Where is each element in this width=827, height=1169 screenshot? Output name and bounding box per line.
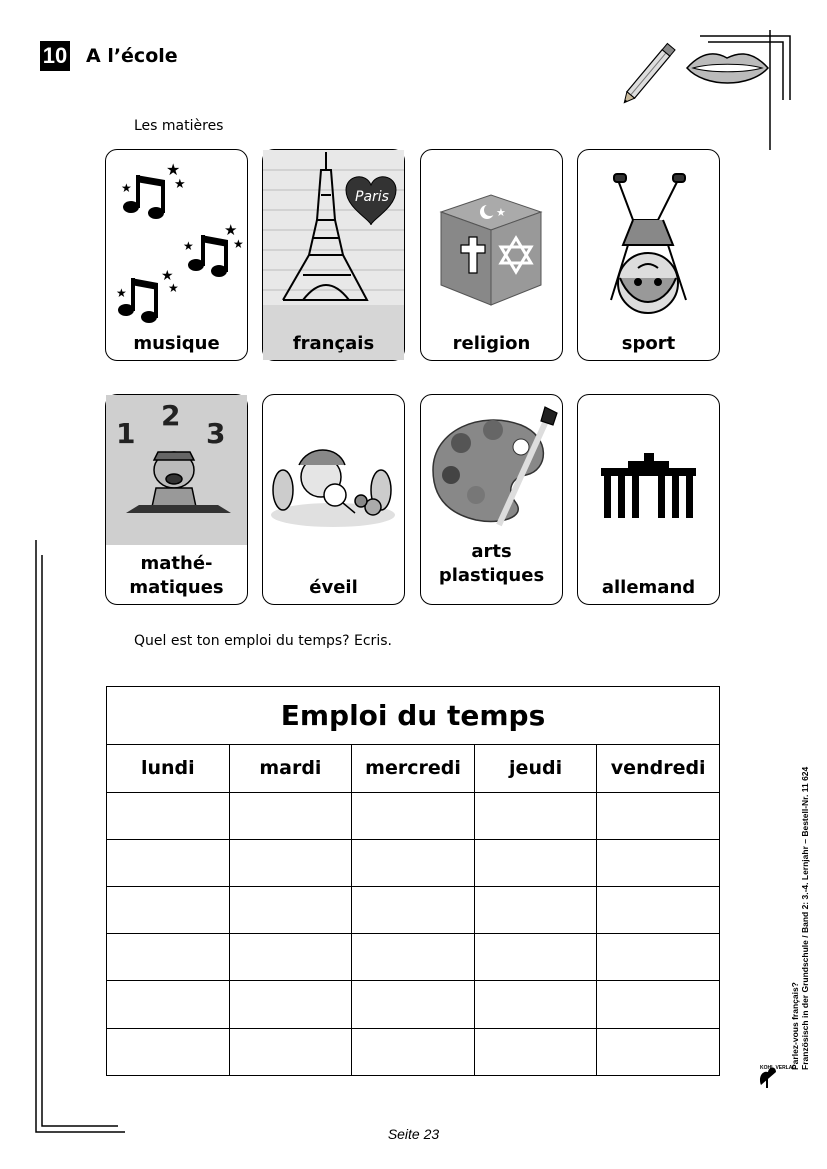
blank-cell[interactable] [352,792,475,839]
svg-text:★: ★ [174,177,186,192]
svg-text:★: ★ [168,281,179,295]
blank-cell[interactable] [352,839,475,886]
table-row [107,934,720,981]
blank-cell[interactable] [107,887,230,934]
timetable [106,686,720,1076]
side-publication-info [790,767,810,1070]
blank-cell[interactable] [474,1028,597,1075]
blank-cell[interactable] [597,792,720,839]
math-digit: 1 [116,417,136,450]
blank-cell[interactable] [597,981,720,1028]
day-header: jeudi [474,745,597,792]
card-sport [577,149,720,361]
blank-cell[interactable] [229,839,352,886]
table-row [107,1028,720,1075]
handstand-child-icon [578,150,719,360]
section-label: Les matières [134,118,224,134]
blank-cell[interactable] [229,934,352,981]
card-label-line: matiques [129,577,224,598]
chapter-number: 10 [40,41,70,71]
math-digit: 2 [161,399,181,432]
side-line-1: Parlez-vous français? [790,982,800,1070]
card-allemand [577,394,720,605]
svg-text:★: ★ [183,239,194,253]
pencil-icon [610,40,690,105]
heart-text: Paris [355,189,389,205]
day-header: lundi [107,745,230,792]
blank-cell[interactable] [597,1028,720,1075]
svg-text:★: ★ [224,221,238,239]
page-number: Seite 23 [387,1126,440,1142]
blank-cell[interactable] [229,792,352,839]
blank-cell[interactable] [352,887,475,934]
day-header: vendredi [597,745,720,792]
blank-cell[interactable] [107,1028,230,1075]
blank-cell[interactable] [229,1028,352,1075]
math-digit: 3 [206,417,226,450]
blank-cell[interactable] [474,981,597,1028]
blank-cell[interactable] [352,981,475,1028]
card-label: religion [452,333,531,354]
card-mathematiques [105,394,248,605]
brandenburg-gate-icon [578,395,719,604]
table-row [107,839,720,886]
blank-cell[interactable] [474,887,597,934]
blank-cell[interactable] [474,934,597,981]
timetable-title: Emploi du temps [107,687,720,745]
blank-cell[interactable] [597,934,720,981]
publisher-logo [756,1060,797,1090]
blank-cell[interactable] [352,934,475,981]
card-label: éveil [309,577,358,598]
day-header: mardi [229,745,352,792]
religion-cube-icon [421,150,562,360]
card-eveil [262,394,405,605]
card-label [106,552,247,600]
blank-cell[interactable] [107,934,230,981]
table-row [107,981,720,1028]
table-row [107,887,720,934]
child-with-magnifier-icon [263,395,404,604]
blank-cell[interactable] [229,981,352,1028]
svg-text:★: ★ [496,206,506,219]
card-label-line: mathé- [140,553,213,574]
card-francais [262,149,405,361]
side-line-2: Französisch in der Grundschule / Band 2: 3.-4. Lernjahr – Bestell-Nr. 11 624 [800,766,810,1070]
publisher-name: KOHL VERLAG [760,1065,797,1071]
card-label: français [292,333,375,354]
music-notes-icon [106,150,247,360]
card-label: allemand [601,577,696,598]
blank-cell[interactable] [229,887,352,934]
blank-cell[interactable] [474,839,597,886]
lips-icon [685,48,770,90]
svg-text:★: ★ [161,268,174,284]
blank-cell[interactable] [107,839,230,886]
table-row [107,792,720,839]
day-header: mercredi [352,745,475,792]
card-religion [420,149,563,361]
card-label-line: arts [471,541,512,562]
card-label: musique [133,333,220,354]
blank-cell[interactable] [107,792,230,839]
blank-cell[interactable] [107,981,230,1028]
blank-cell[interactable] [597,839,720,886]
card-label-line: plastiques [438,565,545,586]
blank-cell[interactable] [474,792,597,839]
card-arts-plastiques [420,394,563,605]
card-musique [105,149,248,361]
eiffel-tower-icon [263,150,404,360]
blank-cell[interactable] [597,887,720,934]
chapter-title: A l’école [86,45,178,67]
blank-cell[interactable] [352,1028,475,1075]
svg-text:★: ★ [116,286,127,300]
card-label [421,540,562,588]
question-text: Quel est ton emploi du temps? Ecris. [134,633,392,649]
svg-text:★: ★ [233,237,244,251]
svg-text:★: ★ [121,181,132,195]
svg-text:★: ★ [166,160,181,179]
card-label: sport [621,333,676,354]
